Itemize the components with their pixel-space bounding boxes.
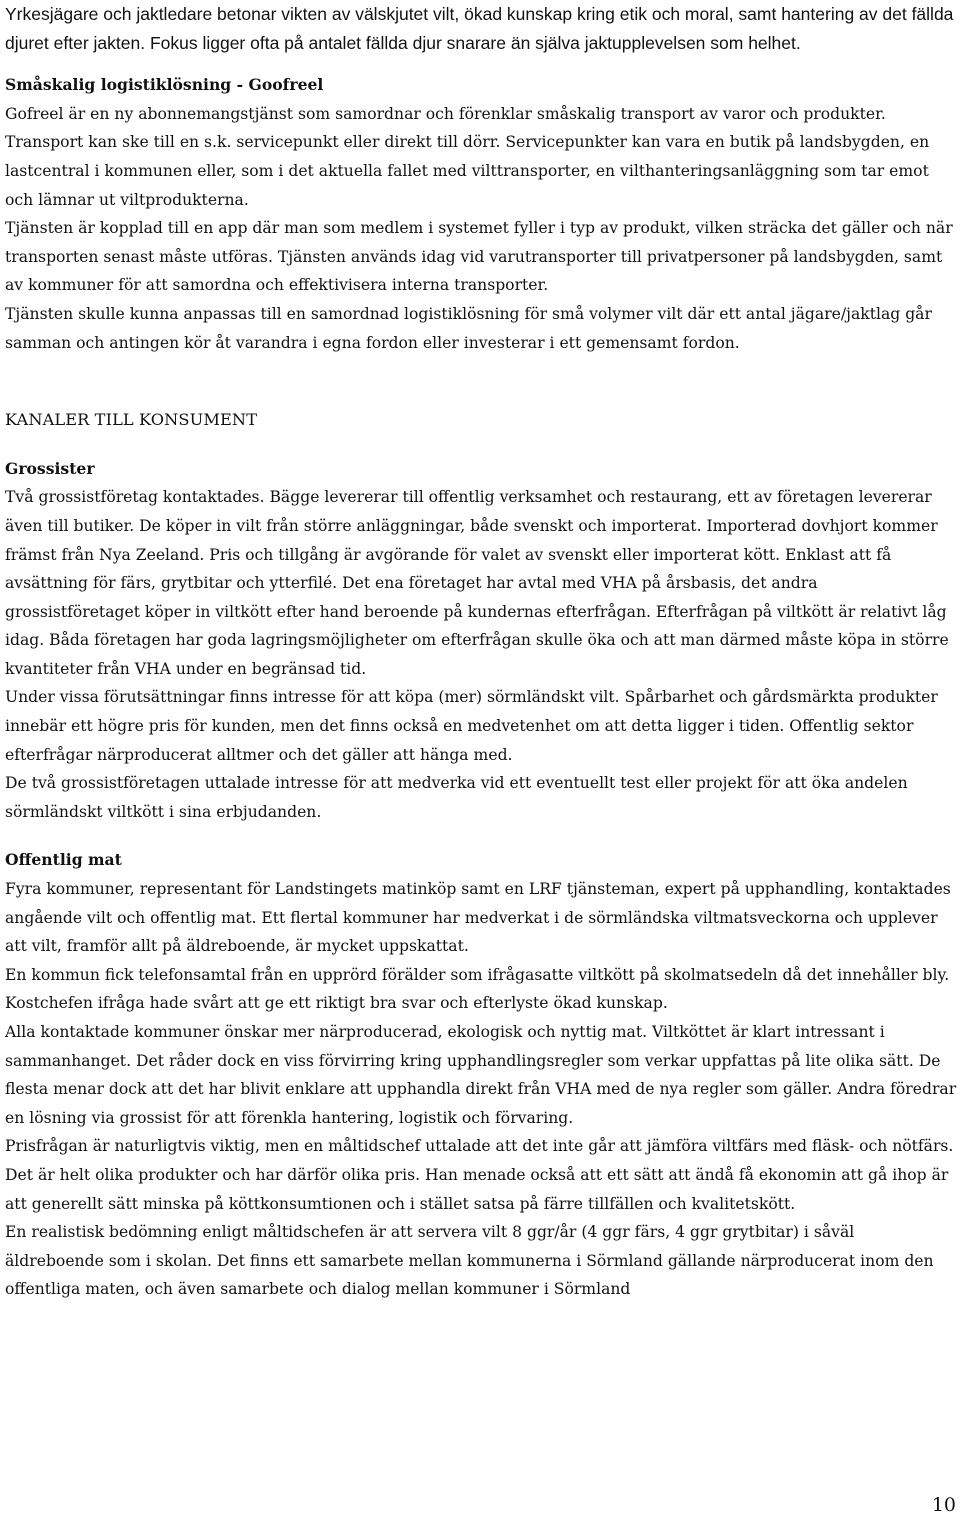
intro-paragraph: Yrkesjägare och jaktledare betonar vikten av välskjutet vilt, ökad kunskap kring etik och moral, samt hantering av det fällda djuret efter jakten. Fokus ligger ofta på antalet fällda djur snarare än själva jaktupplevelsen som helhet. — [5, 4, 954, 53]
grossister-paragraph-2: Under vissa förutsättningar finns intresse för att köpa (mer) sörmländskt vilt. Spårbarhet och gårdsmärkta produkter innebär ett högre pris för kunden, men det finns också en medvetenhet om att detta ligger i tiden. Offentlig sektor efterfrågar närproducerat alltmer och det gäller att hänga med. — [5, 688, 938, 764]
offentlig-heading: Offentlig mat — [5, 850, 122, 870]
grossister-paragraph-3: De två grossistföretagen uttalade intresse för att medverka vid ett eventuellt test eller projekt för att öka andelen sörmländskt viltkött i sina erbjudanden. — [5, 774, 908, 821]
offentlig-paragraph-5: En realistisk bedömning enligt måltidschefen är att servera vilt 8 ggr/år (4 ggr färs, 4 ggr grytbitar) i såväl äldreboende som i skolan. Det finns ett samarbete mellan kommunerna i Sörmland gällande närproducerat inom den offentliga maten, och även samarbete och dialog mellan kommuner i Sörmland — [5, 1223, 934, 1299]
offentlig-paragraph-4: Prisfrågan är naturligtvis viktig, men en måltidschef uttalade att det inte går att jämföra viltfärs med fläsk- och nötfärs. Det är helt olika produkter och har därför olika pris. Han menade också att ett sätt att ändå få ekonomin att gå ihop är att generellt sätt minska på köttkonsumtionen och i stället satsa på färre tillfällen och kvalitetskött. — [5, 1137, 954, 1213]
grossister-heading: Grossister — [5, 458, 95, 478]
gofreel-paragraph-1: Gofreel är en ny abonnemangstjänst som samordnar och förenklar småskalig transport av varor och produkter. Transport kan ske till en s.k. servicepunkt eller direkt till dörr. Servicepunkter kan vara en butik på landsbygden, en lastcentral i kommunen eller, som i det aktuella fallet med vilttransporter, en vilthanteringsanläggning som tar emot och lämnar ut viltprodukterna. — [5, 104, 930, 209]
gofreel-paragraph-2: Tjänsten är kopplad till en app där man som medlem i systemet fyller i typ av produkt, vilken sträcka det gäller och när transporten senast måste utföras. Tjänsten används idag vid varutransporter till privatpersoner på landsbygden, samt av kommuner för att samordna och effektivisera interna transporter. — [5, 219, 953, 295]
channels-heading: KANALER TILL KONSUMENT — [5, 410, 258, 430]
gofreel-heading: Småskalig logistiklösning - Goofreel — [5, 75, 324, 95]
page-number: 10 — [931, 1494, 956, 1516]
offentlig-paragraph-1: Fyra kommuner, representant för Landstingets matinköp samt en LRF tjänsteman, expert på upphandling, kontaktades angående vilt och offentlig mat. Ett flertal kommuner har medverkat i de sörmländska viltmatsveckorna och upplever att vilt, framför allt på äldreboende, är mycket uppskattat. — [5, 880, 951, 956]
offentlig-paragraph-3: Alla kontaktade kommuner önskar mer närproducerad, ekologisk och nyttig mat. Viltköttet är klart intressant i sammanhanget. Det råder dock en viss förvirring kring upphandlingsregler som verkar uppfattas på lite olika sätt. De flesta menar dock att det har blivit enklare att upphandla direkt från VHA med de nya regler som gäller. Andra föredrar en lösning via grossist för att förenkla hantering, logistik och förvaring. — [5, 1023, 957, 1127]
document-page — [5, 0, 957, 1304]
grossister-paragraph-1: Två grossistföretag kontaktades. Bägge levererar till offentlig verksamhet och restaurang, ett av företagen levererar även till butiker. De köper in vilt från större anläggningar, både svenskt och importerat. Importerad dovhjort kommer främst från Nya Zeeland. Pris och tillgång är avgörande för valet av svenskt eller importerat kött. Enklast att få avsättning för färs, grytbitar och ytterfilé. Det ena företaget har avtal med VHA på årsbasis, det andra grossistföretaget köper in viltkött efter hand beroende på kundernas efterfrågan. Efterfrågan på viltkött är relativt låg idag. Båda företagen har goda lagringsmöjligheter om efterfrågan skulle öka och att man därmed måste köpa in större kvantiteter från VHA under en begränsad tid. — [5, 488, 949, 678]
gofreel-paragraph-3: Tjänsten skulle kunna anpassas till en samordnad logistiklösning för små volymer vilt där ett antal jägare/jaktlag går samman och antingen kör åt varandra i egna fordon eller investerar i ett gemensamt fordon. — [5, 304, 932, 352]
offentlig-paragraph-2: En kommun fick telefonsamtal från en upprörd förälder som ifrågasatte viltkött på skolmatsedeln då det innehåller bly. Kostchefen ifråga hade svårt att ge ett riktigt bra svar och efterlyste ökad kunskap. — [5, 965, 950, 1013]
